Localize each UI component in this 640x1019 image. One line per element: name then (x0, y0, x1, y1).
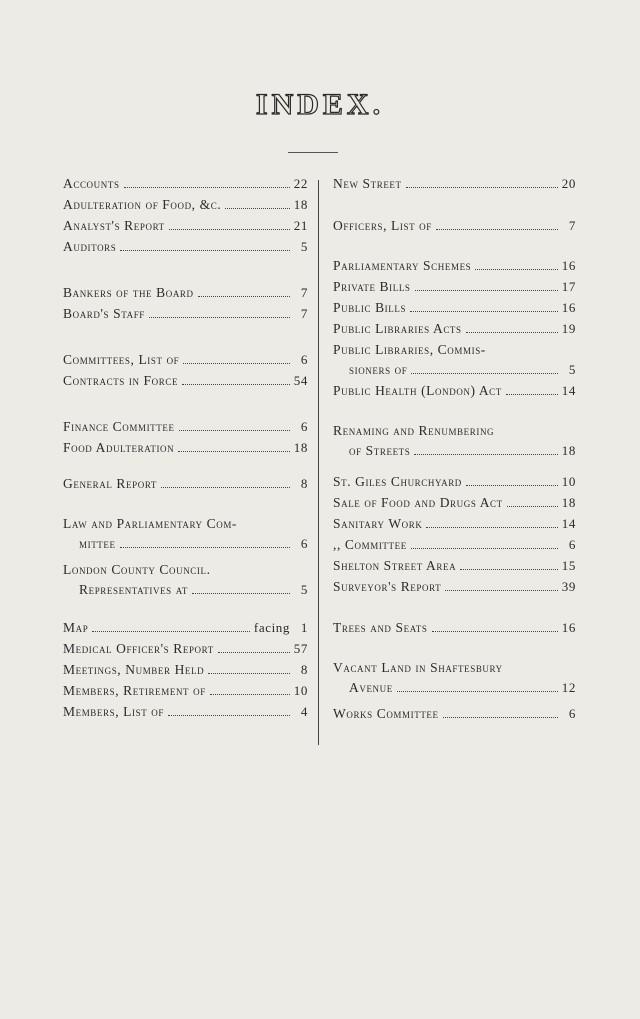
page-number: 12 (561, 680, 576, 695)
page-number: 14 (561, 516, 576, 531)
index-entry (333, 577, 576, 597)
index-entry (63, 417, 308, 437)
index-entry (63, 350, 308, 370)
page-number: 18 (293, 440, 308, 455)
index-entry (63, 560, 308, 600)
dot-leader (120, 249, 290, 251)
entry-label: Renaming and Renumbering (333, 423, 495, 438)
page-number: 54 (293, 373, 308, 388)
dot-leader (460, 568, 558, 570)
index-entry (63, 283, 308, 303)
dot-leader (411, 547, 558, 549)
dot-leader (183, 362, 290, 364)
index-entry (333, 174, 576, 194)
dot-leader (161, 486, 290, 488)
index-entry (333, 618, 576, 638)
page-number: 5 (300, 582, 308, 597)
page-number: 39 (561, 579, 576, 594)
column-divider (318, 180, 319, 745)
entry-label: Food Adulteration (63, 440, 175, 455)
entry-label-continued: sioners of (349, 362, 408, 377)
page-number: 8 (300, 662, 308, 677)
entry-label: Contracts in Force (63, 373, 179, 388)
dot-leader (198, 295, 290, 297)
dot-leader (149, 316, 290, 318)
index-entry (333, 298, 576, 318)
entry-label: Board's Staff (63, 306, 145, 321)
page-number: 7 (300, 306, 308, 321)
entry-label: St. Giles Churchyard (333, 474, 462, 489)
page-title: INDEX. (255, 88, 385, 121)
dot-leader (443, 716, 558, 718)
entry-label: Map (63, 620, 89, 635)
entry-label-continued: mittee (79, 536, 116, 551)
page-number: 7 (300, 285, 308, 300)
page-number: 16 (561, 300, 576, 315)
index-entry (63, 681, 308, 701)
entry-label: Trees and Seats (333, 620, 428, 635)
entry-label: Vacant Land in Shaftesbury (333, 660, 503, 675)
dot-leader (445, 589, 558, 591)
page-number: 5 (300, 239, 308, 254)
page-number: 7 (568, 218, 576, 233)
page-number: 57 (293, 641, 308, 656)
entry-label: Members, List of (63, 704, 164, 719)
index-entry (63, 514, 308, 554)
page-number: 18 (293, 197, 308, 212)
entry-label: Shelton Street Area (333, 558, 457, 573)
index-entry (63, 216, 308, 236)
dot-leader (182, 383, 290, 385)
index-entry (333, 514, 576, 534)
index-entry (63, 639, 308, 659)
index-entry (333, 319, 576, 339)
index-entry (333, 340, 576, 380)
entry-label: Members, Retirement of (63, 683, 206, 698)
entry-label: New Street (333, 176, 402, 191)
entry-label: Analyst's Report (63, 218, 165, 233)
entry-label: Officers, List of (333, 218, 432, 233)
dot-leader (507, 505, 558, 507)
dot-leader (225, 207, 289, 209)
entry-label-continued: of Streets (349, 443, 411, 458)
entry-label: London County Council. (63, 562, 211, 577)
index-entry (63, 174, 308, 194)
title-divider (288, 152, 338, 153)
index-entry (333, 277, 576, 297)
dot-leader (124, 186, 290, 188)
dot-leader (168, 714, 290, 716)
entry-label: Sale of Food and Drugs Act (333, 495, 503, 510)
page-number: 8 (300, 476, 308, 491)
dot-leader (475, 268, 558, 270)
entry-label-continued: Avenue (349, 680, 393, 695)
page-number: 1 (300, 620, 308, 635)
entry-label: Auditors (63, 239, 117, 254)
dot-leader (410, 310, 558, 312)
dot-leader (169, 228, 290, 230)
entry-label: Adulteration of Food, &c. (63, 197, 222, 212)
entry-label: Finance Committee (63, 419, 175, 434)
dot-leader (179, 429, 290, 431)
page-number: 16 (561, 620, 576, 635)
entry-label: Bankers of the Board (63, 285, 194, 300)
index-entry (333, 658, 576, 698)
dot-leader (208, 672, 290, 674)
page-number: 6 (300, 352, 308, 367)
dot-leader (192, 592, 290, 594)
index-entry (333, 256, 576, 276)
dot-leader (120, 546, 290, 548)
page-number: 20 (561, 176, 576, 191)
dot-leader (426, 526, 557, 528)
dot-leader (218, 651, 290, 653)
index-entry (333, 216, 576, 236)
dot-leader (178, 450, 290, 452)
entry-label: Surveyor's Report (333, 579, 442, 594)
index-entry (63, 618, 308, 638)
dot-leader (92, 630, 250, 632)
dot-leader (432, 630, 558, 632)
page-number: 17 (561, 279, 576, 294)
index-entry (63, 702, 308, 722)
entry-label: Private Bills (333, 279, 411, 294)
dot-leader (466, 331, 558, 333)
page-number: 6 (568, 537, 576, 552)
index-entry (333, 421, 576, 461)
entry-label: Medical Officer's Report (63, 641, 214, 656)
entry-label-continued: Representatives at (79, 582, 188, 597)
entry-label: Meetings, Number Held (63, 662, 205, 677)
entry-label: Committees, List of (63, 352, 180, 367)
page-number: 21 (293, 218, 308, 233)
entry-label: Public Libraries, Commis- (333, 342, 486, 357)
dot-leader (397, 690, 558, 692)
entry-label: Law and Parliamentary Com- (63, 516, 238, 531)
entry-label: ,, Committee (333, 537, 407, 552)
index-entry (63, 371, 308, 391)
entry-label: Accounts (63, 176, 120, 191)
index-entry (63, 195, 308, 215)
index-entry (333, 472, 576, 492)
index-entry (63, 660, 308, 680)
dot-leader (210, 693, 290, 695)
page-number: 15 (561, 558, 576, 573)
dot-leader (466, 484, 558, 486)
page-number: 16 (561, 258, 576, 273)
index-entry (333, 493, 576, 513)
dot-leader (414, 453, 557, 455)
index-entry (333, 556, 576, 576)
page-number: 22 (293, 176, 308, 191)
page-number: 6 (300, 419, 308, 434)
dot-leader (411, 372, 558, 374)
dot-leader (415, 289, 558, 291)
index-entry (63, 474, 308, 494)
entry-label: Public Bills (333, 300, 407, 315)
entry-label: Public Libraries Acts (333, 321, 462, 336)
index-entry (333, 535, 576, 555)
page-number: 19 (561, 321, 576, 336)
index-entry (333, 381, 576, 401)
dot-leader (506, 393, 558, 395)
page-number: 18 (561, 443, 576, 458)
page-number: 4 (300, 704, 308, 719)
entry-label: Public Health (London) Act (333, 383, 502, 398)
index-entry (63, 237, 308, 257)
page-number: 10 (561, 474, 576, 489)
index-entry (333, 704, 576, 724)
page-number: 6 (300, 536, 308, 551)
dot-leader (436, 228, 558, 230)
entry-note: facing (253, 620, 290, 635)
page-number: 18 (561, 495, 576, 510)
entry-label: Parliamentary Schemes (333, 258, 472, 273)
entry-label: Sanitary Work (333, 516, 423, 531)
page-number: 5 (568, 362, 576, 377)
page-number: 6 (568, 706, 576, 721)
index-entry (63, 304, 308, 324)
entry-label: General Report (63, 476, 157, 491)
entry-label: Works Committee (333, 706, 439, 721)
dot-leader (406, 186, 558, 188)
page-number: 10 (293, 683, 308, 698)
page-number: 14 (561, 383, 576, 398)
index-entry (63, 438, 308, 458)
